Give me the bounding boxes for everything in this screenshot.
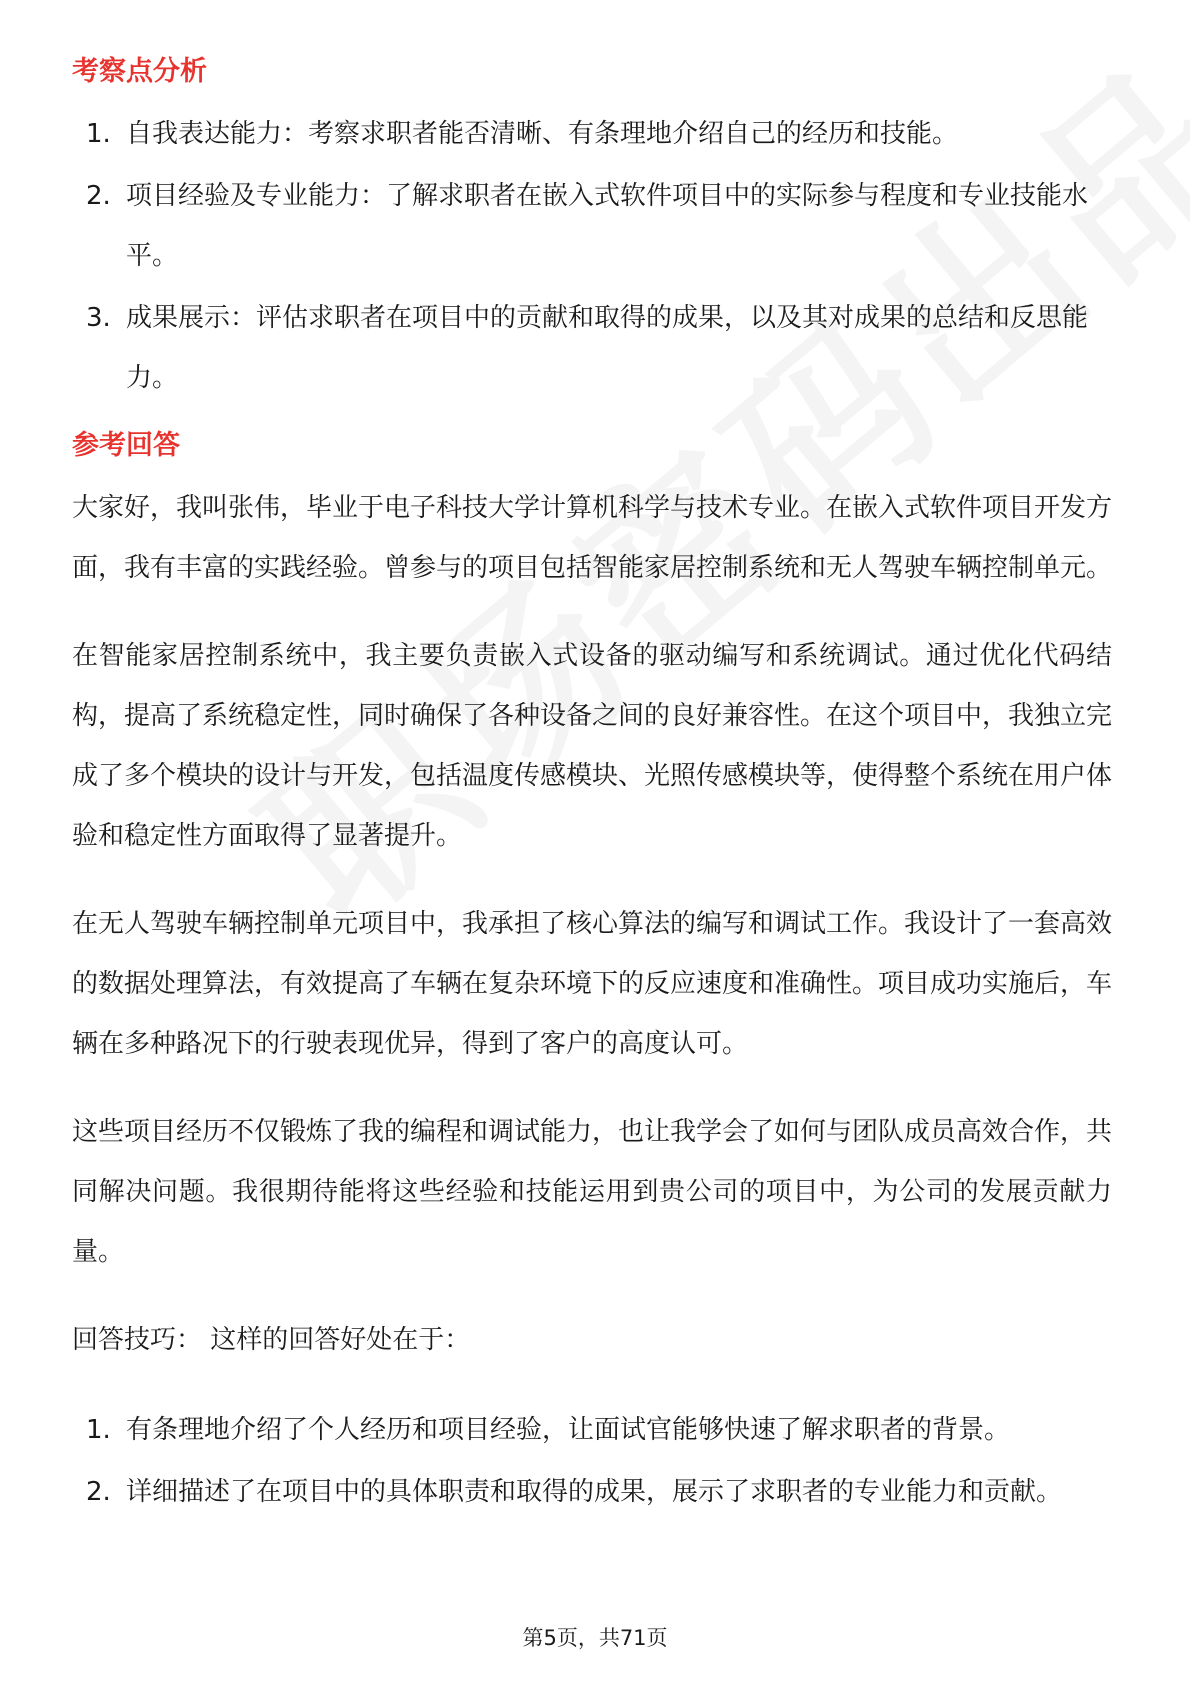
page-content bbox=[72, 48, 1112, 1536]
list-item-text: 项目经验及专业能力：了解求职者在嵌入式软件项目中的实际参与程度和专业技能水平。 bbox=[126, 181, 1089, 271]
section-title-analysis: 考察点分析 bbox=[72, 56, 207, 87]
list-item-text: 有条理地介绍了个人经历和项目经验，让面试官能够快速了解求职者的背景。 bbox=[126, 1415, 1011, 1445]
answer-paragraph: 在智能家居控制系统中，我主要负责嵌入式设备的驱动编写和系统调试。通过优化代码结构，提高了系统稳定性，同时确保了各种设备之间的良好兼容性。在这个项目中，我独立完成了多个模块的设计与开发，包括温度传感模块、光照传感模块等，使得整个系统在用户体验和稳定性方面取得了显著提升。 bbox=[72, 641, 1113, 851]
answer-paragraph: 大家好，我叫张伟，毕业于电子科技大学计算机科学与技术专业。在嵌入式软件项目开发方面，我有丰富的实践经验。曾参与的项目包括智能家居控制系统和无人驾驶车辆控制单元。 bbox=[72, 493, 1113, 583]
answer-paragraph: 在无人驾驶车辆控制单元项目中，我承担了核心算法的编写和调试工作。我设计了一套高效的数据处理算法，有效提高了车辆在复杂环境下的反应速度和准确性。项目成功实施后，车辆在多种路况下的行驶表现优异，得到了客户的高度认可。 bbox=[72, 909, 1113, 1059]
answer-paragraph: 这些项目经历不仅锻炼了我的编程和调试能力，也让我学会了如何与团队成员高效合作，共同解决问题。我很期待能将这些经验和技能运用到贵公司的项目中，为公司的发展贡献力量。 bbox=[72, 1117, 1113, 1267]
list-item bbox=[72, 104, 1112, 164]
list-item-text: 成果展示：评估求职者在项目中的贡献和取得的成果，以及其对成果的总结和反思能力。 bbox=[126, 303, 1089, 393]
list-item bbox=[72, 1462, 1112, 1522]
tips-list bbox=[72, 1400, 1112, 1522]
list-number: 2. bbox=[86, 1477, 111, 1507]
list-number: 1. bbox=[86, 1415, 111, 1445]
list-number: 3. bbox=[86, 303, 111, 333]
tips-heading: 回答技巧： 这样的回答好处在于： bbox=[72, 1325, 471, 1355]
list-item-text: 自我表达能力：考察求职者能否清晰、有条理地介绍自己的经历和技能。 bbox=[126, 119, 959, 149]
section-title-answer: 参考回答 bbox=[72, 430, 180, 461]
list-item bbox=[72, 166, 1112, 286]
page-footer: 第5页，共71页 bbox=[522, 1626, 668, 1650]
analysis-list bbox=[72, 104, 1112, 408]
list-item-text: 详细描述了在项目中的具体职责和取得的成果，展示了求职者的专业能力和贡献。 bbox=[126, 1477, 1063, 1507]
list-number: 2. bbox=[86, 181, 111, 211]
list-item bbox=[72, 1400, 1112, 1460]
list-item bbox=[72, 288, 1112, 408]
list-number: 1. bbox=[86, 119, 111, 149]
